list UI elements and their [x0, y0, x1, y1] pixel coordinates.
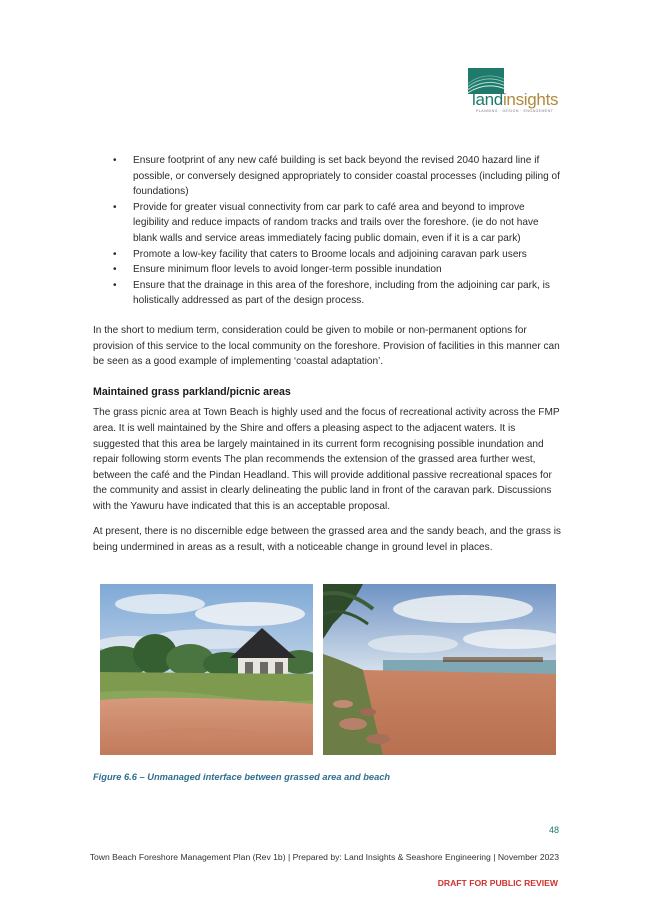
bullet-icon: • [113, 264, 117, 276]
logo-tagline: PLANNING · DESIGN · ENGAGEMENT [476, 109, 554, 113]
list-item: • Ensure that the drainage in this area of the foreshore, including from the adjoining car park, is holistically addressed as part of the design process. [113, 279, 550, 307]
draft-label: DRAFT FOR PUBLIC REVIEW [437, 878, 558, 888]
list-item: • Promote a low-key facility that caters to Broome locals and adjoining caravan park users [93, 247, 563, 263]
bullet-icon: • [113, 279, 117, 291]
paragraph-discernible-edge: At present, there is no discernible edge between the grassed area and the sandy beach, and the grass is being undermined in areas as a result, with a noticeable change in ground level in places. [93, 526, 561, 554]
bullet-icon: • [113, 155, 117, 166]
list-item: • Ensure footprint of any new café building is set back beyond the revised 2040 hazard line if possible, or conversely designed appropriately to consider coastal processes (including piling of foundations) [113, 155, 560, 198]
figure-caption: Figure 6.6 – Unmanaged interface between grassed area and beach [93, 772, 391, 782]
footer-document-info: Town Beach Foreshore Management Plan (Rev 1b) | Prepared by: Land Insights & Seashore Engineering | November 2023 [89, 852, 559, 862]
photo-grassed-area-cafe [100, 584, 313, 755]
land-insights-logo [466, 68, 564, 118]
page-number: 48 [549, 825, 560, 835]
paragraph-coastal-adaptation: In the short to medium term, consideration could be given to mobile or non-permanent options for provision of this service to the local community on the foreshore. Provision of facilities in this manner can be seen as a good example of implementing ‘coastal adaptation’. [93, 324, 560, 368]
photo-beach-jetty [323, 584, 556, 755]
bullet-icon: • [113, 201, 117, 213]
logo-wordmark: landinsights [472, 90, 559, 109]
paragraph-grass-picnic-area: The grass picnic area at Town Beach is highly used and the focus of recreational activity across the FMP area. It is well maintained by the Shire and offers a pleasing aspect to the adjacent waters. It is suggested that this area be largely maintained in its current form recognising possible inundation and repair following storm events The plan recommends the extension of the grassed area further west, between the café and the Pindan Headland. This will provide additional passive recreational spaces for the community and assist in clearly delineating the public land in front of the caravan park. Discussions with the Yawuru have indicated that this is an acceptable proposal. [93, 407, 560, 512]
bullet-list [93, 153, 563, 309]
list-item: • Provide for greater visual connectivity from car park to café area and beyond to improve legibility and reduce impacts of random tracks and trails over the foreshore. (ie do not have blank walls and service areas immediately facing public domain, even if it is a car park) [113, 201, 539, 244]
bullet-icon: • [113, 248, 117, 260]
document-body [93, 153, 563, 556]
section-heading: Maintained grass parkland/picnic areas [93, 385, 291, 398]
list-item: • Ensure minimum floor levels to avoid longer-term possible inundation [93, 262, 563, 278]
